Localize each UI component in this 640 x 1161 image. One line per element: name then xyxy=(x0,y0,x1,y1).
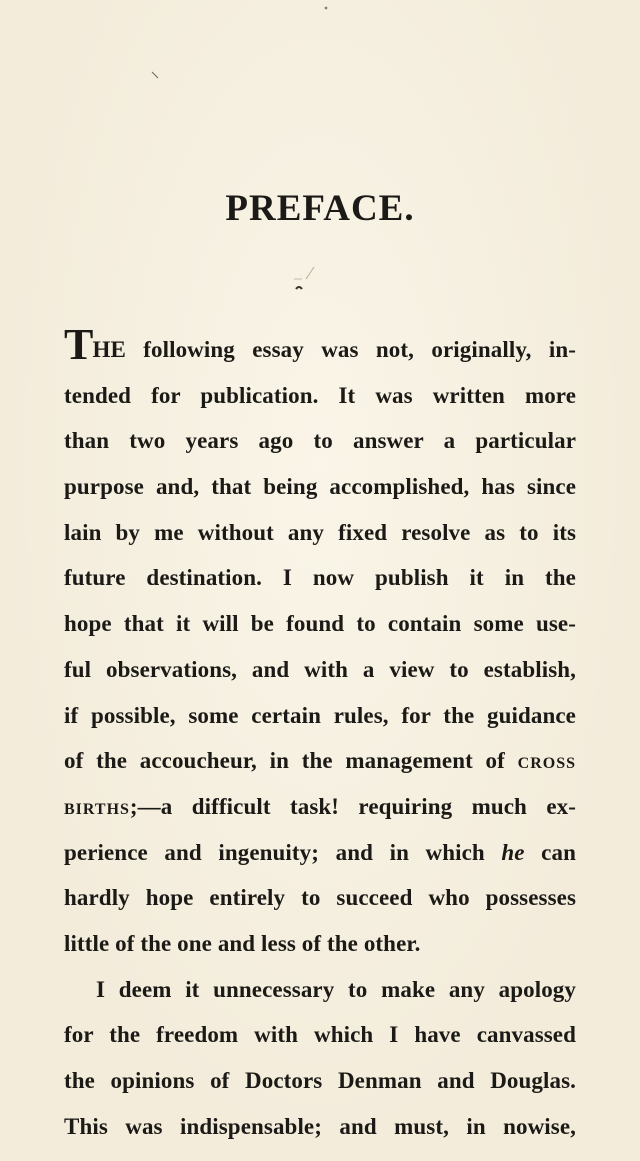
text-line: if possible, some certain rules, for the guidance xyxy=(64,702,576,728)
drop-cap: T xyxy=(64,320,94,369)
text-line: tended for publication. It was written more xyxy=(64,382,576,408)
page-title: PREFACE. xyxy=(225,188,415,229)
italic-word: he xyxy=(501,839,525,865)
ink-speck-mark xyxy=(320,4,334,14)
ink-speck-mark xyxy=(150,70,164,80)
text-line: I deem it unnecessary to make any apology xyxy=(96,976,576,1002)
text-line: of the accoucheur, in the management of cross xyxy=(64,748,576,774)
text-line: This was indispensable; and must, in nowise, xyxy=(64,1113,576,1139)
printer-ornament-mark xyxy=(292,265,332,295)
text-line: perience and ingenuity; and in which he can xyxy=(64,839,576,865)
text-line: purpose and, that being accomplished, has since xyxy=(64,474,576,500)
text-line: lain by me without any fixed resolve as to its xyxy=(64,519,576,545)
text-line: than two years ago to answer a particular xyxy=(64,428,576,454)
text-line: births;—a difficult task! requiring much ex- xyxy=(64,793,576,819)
preface-body xyxy=(64,320,576,1149)
small-caps-term: births xyxy=(64,793,130,819)
text-line: little of the one and less of the other. xyxy=(64,930,421,956)
small-caps-term: cross xyxy=(517,748,576,774)
text-line: for the freedom with which I have canvassed xyxy=(64,1022,576,1048)
text-line: hope that it will be found to contain some use- xyxy=(64,611,576,637)
text-line: ful observations, and with a view to establish, xyxy=(64,656,576,682)
text-line: hardly hope entirely to succeed who possesses xyxy=(64,885,576,911)
text-line: the opinions of Doctors Denman and Douglas. xyxy=(64,1068,576,1093)
text-line: future destination. I now publish it in the xyxy=(64,565,576,591)
text-line: THE following essay was not, originally, in- xyxy=(64,320,576,369)
